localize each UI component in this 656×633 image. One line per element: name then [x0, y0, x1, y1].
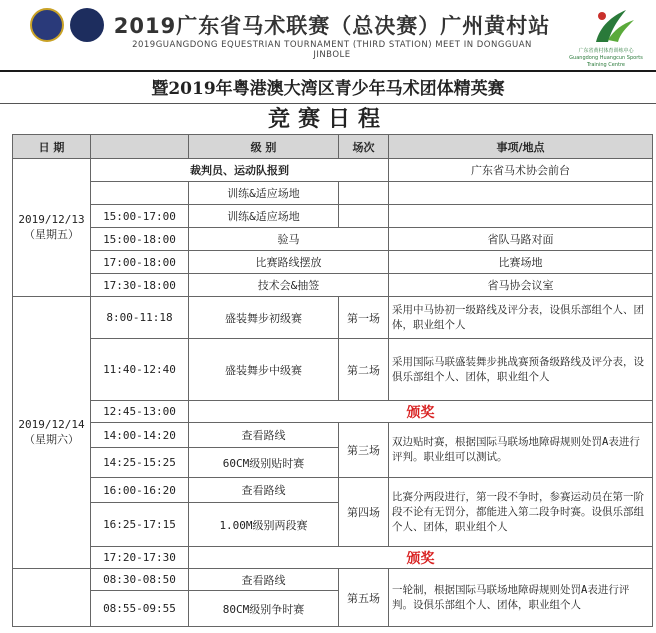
date-cell: 2019/12/13 （星期五）	[13, 159, 91, 297]
level-cell: 80CM级别争时赛	[189, 591, 339, 627]
training-centre-name: 广东省黄村体育训练中心 Guangdong Huangcun Sports Training Centre	[569, 48, 643, 68]
note-cell: 采用国际马联盛装舞步挑战赛预备级路线及评分表，设俱乐部组个人、团体，职业组个人	[389, 339, 653, 401]
schedule-title: 竞赛日程	[267, 106, 388, 132]
time-cell: 14:25-15:25	[91, 448, 189, 478]
event-title: 暨2019年粤港澳大湾区青少年马术团体精英赛	[0, 74, 656, 104]
table-header-row	[13, 135, 653, 159]
note-cell: 一轮制，根据国际马联场地障碍规则处罚A表进行评判。设俱乐部组个人、团体，职业组个人	[389, 569, 653, 627]
table-row	[13, 228, 653, 251]
session-cell: 第三场	[339, 423, 389, 478]
col-time	[91, 135, 189, 159]
time-cell: 08:30-08:50	[91, 569, 189, 591]
table-row	[13, 182, 653, 205]
table-row	[13, 339, 653, 401]
level-cell: 60CM级别贴时赛	[189, 448, 339, 478]
page-header	[0, 0, 656, 72]
level-cell: 盛装舞步初级赛	[189, 297, 339, 339]
level-cell: 训练&适应场地	[189, 182, 339, 205]
note-cell: 比赛分两段进行，第一段不争时，参赛运动员在第一阶段不论有无罚分，都能进入第二段争时赛。设俱乐部组个人、团体，职业组个人	[389, 478, 653, 547]
level-cell: 查看路线	[189, 423, 339, 448]
schedule-table	[12, 134, 653, 627]
level-cell: 查看路线	[189, 478, 339, 503]
award-cell: 颁奖	[189, 401, 653, 423]
session-cell	[339, 205, 389, 228]
table-row	[13, 297, 653, 339]
note-cell: 双边贴时赛，根据国际马联场地障碍规则处罚A表进行评判。职业组可以测试。	[389, 423, 653, 478]
time-cell: 11:40-12:40	[91, 339, 189, 401]
session-cell: 第二场	[339, 339, 389, 401]
level-cell: 1.00M级别两段赛	[189, 503, 339, 547]
award-cell: 颁奖	[189, 547, 653, 569]
time-cell: 15:00-18:00	[91, 228, 189, 251]
note-cell: 比赛场地	[389, 251, 653, 274]
level-cell: 比赛路线摆放	[189, 251, 389, 274]
time-cell: 15:00-17:00	[91, 205, 189, 228]
level-cell: 查看路线	[189, 569, 339, 591]
time-cell	[91, 182, 189, 205]
table-row	[13, 205, 653, 228]
note-cell	[389, 205, 653, 228]
note-cell: 省马协会议室	[389, 274, 653, 297]
col-date: 日 期	[13, 135, 91, 159]
note-cell: 省队马路对面	[389, 228, 653, 251]
table-row	[13, 478, 653, 503]
session-cell: 第五场	[339, 569, 389, 627]
table-row	[13, 251, 653, 274]
time-cell: 17:30-18:00	[91, 274, 189, 297]
date-cell	[13, 569, 91, 627]
col-level: 级 别	[189, 135, 339, 159]
level-cell: 验马	[189, 228, 389, 251]
level-cell: 裁判员、运动队报到	[91, 159, 389, 182]
association-logo-icon	[30, 8, 64, 42]
date-cell: 2019/12/14 （星期六）	[13, 297, 91, 569]
level-cell: 训练&适应场地	[189, 205, 339, 228]
horse-logo-icon	[70, 8, 104, 42]
training-centre-logo-icon	[578, 6, 640, 46]
time-cell: 16:25-17:15	[91, 503, 189, 547]
main-title: 2019广东省马术联赛（总决赛）广州黄村站	[113, 14, 551, 38]
time-cell: 08:55-09:55	[91, 591, 189, 627]
note-cell: 广东省马术协会前台	[389, 159, 653, 182]
session-cell: 第四场	[339, 478, 389, 547]
session-cell: 第一场	[339, 297, 389, 339]
table-row	[13, 401, 653, 423]
time-cell: 8:00-11:18	[91, 297, 189, 339]
table-row	[13, 547, 653, 569]
time-cell: 17:20-17:30	[91, 547, 189, 569]
col-session: 场次	[339, 135, 389, 159]
table-row	[13, 274, 653, 297]
table-row	[13, 423, 653, 448]
level-cell: 技术会&抽签	[189, 274, 389, 297]
level-cell: 盛装舞步中级赛	[189, 339, 339, 401]
note-cell	[389, 182, 653, 205]
table-row	[13, 159, 653, 182]
time-cell: 17:00-18:00	[91, 251, 189, 274]
time-cell: 14:00-14:20	[91, 423, 189, 448]
col-note: 事项/地点	[389, 135, 653, 159]
time-cell: 12:45-13:00	[91, 401, 189, 423]
time-cell: 16:00-16:20	[91, 478, 189, 503]
sub-title: 2019GUANGDONG EQUESTRIAN TOURNAMENT (THIRD STATION) MEET IN DONGGUAN JINBOLE	[132, 40, 532, 60]
table-row	[13, 569, 653, 591]
session-cell	[339, 182, 389, 205]
note-cell: 采用中马协初一级路线及评分表，设俱乐部组个人、团体，职业组个人	[389, 297, 653, 339]
